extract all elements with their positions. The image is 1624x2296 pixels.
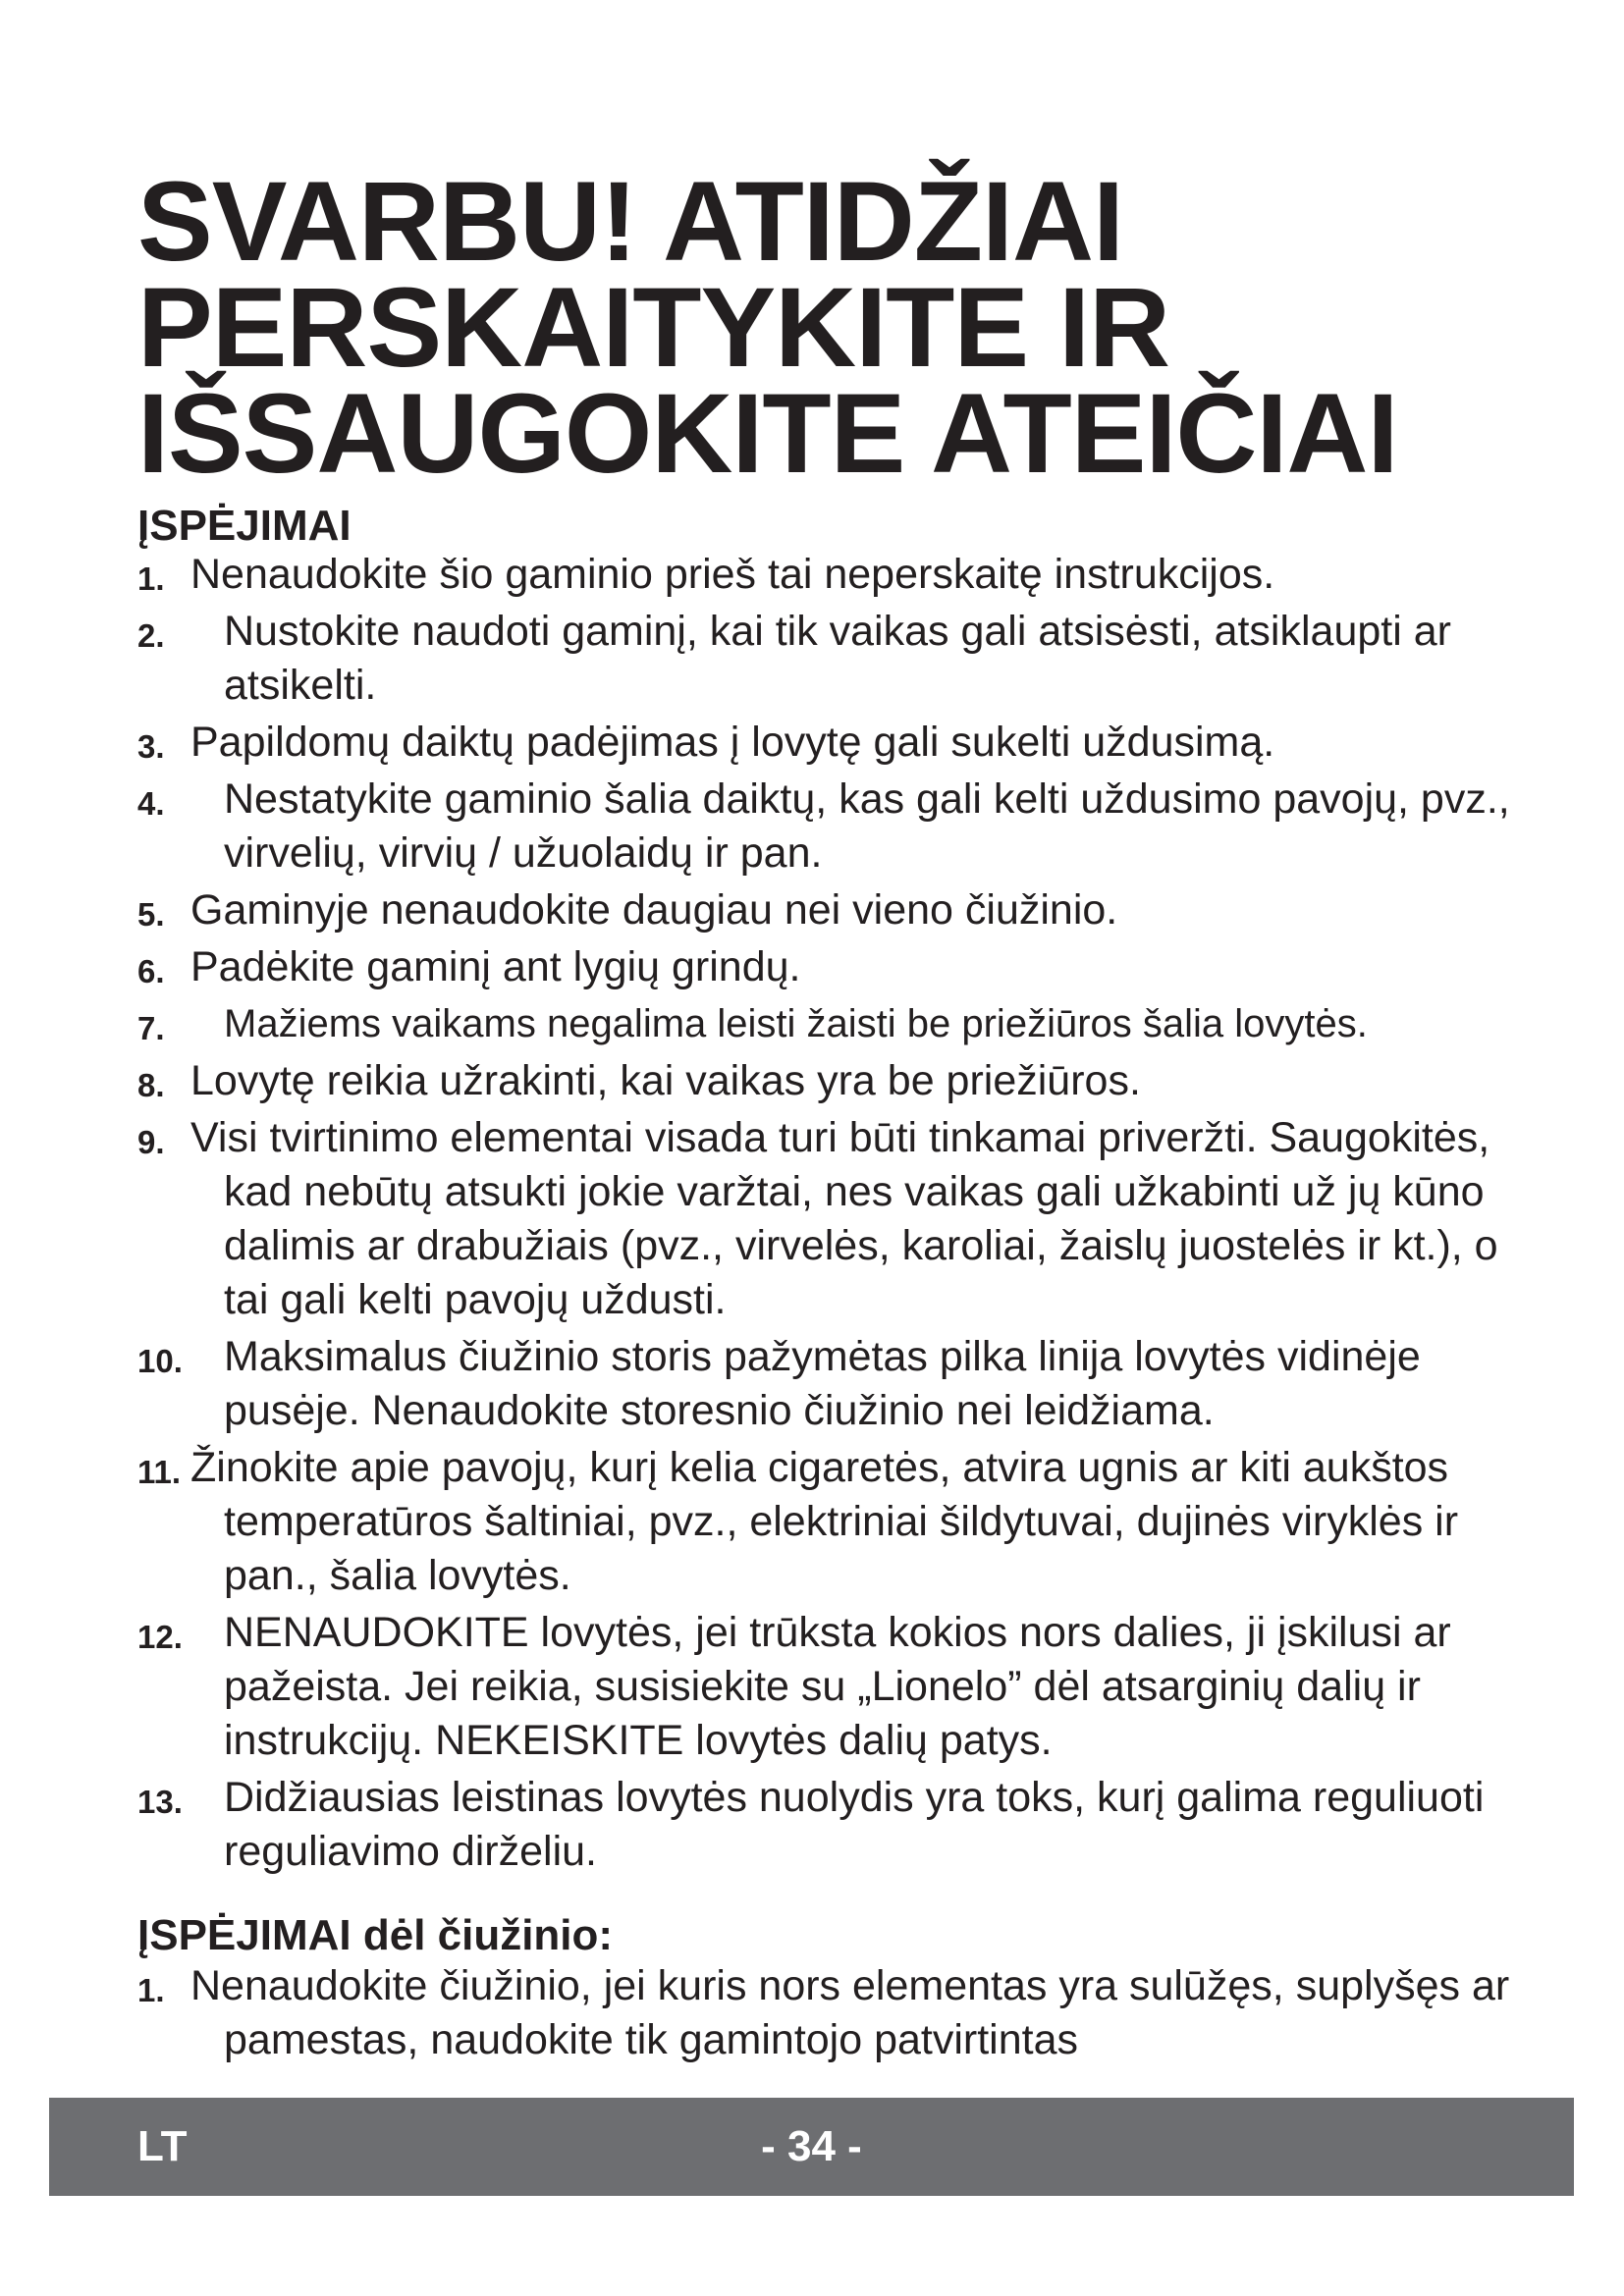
list-item [137, 1111, 1551, 1327]
page-number: - 34 - [761, 2122, 862, 2170]
item-text: Gaminyje nenaudokite daugiau nei vieno čiužinio. [190, 886, 1118, 934]
item-number: 9. [137, 1124, 165, 1160]
item-text: Padėkite gaminį ant lygių grindų. [190, 943, 801, 990]
title-line: PERSKAITYKITE IR [137, 265, 1170, 391]
list-item [137, 605, 1551, 713]
list-item [137, 1330, 1551, 1438]
mattress-warnings-list [137, 1959, 1551, 2070]
warnings-heading: ĮSPĖJIMAI [137, 502, 352, 550]
item-text: Žinokite apie pavojų, kurį kelia cigaretės, atvira ugnis ar kiti aukštos temperatūros šaltiniai, pvz., elektriniai šildytuvai, dujinės viryklės ir pan., šalia lovytės. [190, 1444, 1459, 1599]
item-text: Didžiausias leistinas lovytės nuolydis yra toks, kurį galima reguliuoti reguliavimo dirželiu. [224, 1774, 1485, 1875]
item-text: Nenaudokite šio gaminio prieš tai neperskaitę instrukcijos. [190, 551, 1275, 598]
warnings-list [137, 548, 1551, 1882]
list-item [137, 1606, 1551, 1768]
item-text: Nenaudokite čiužinio, jei kuris nors elementas yra sulūžęs, suplyšęs ar pamestas, naudokite tik gamintojo patvirtintas [190, 1962, 1510, 2063]
item-number: 3. [137, 728, 165, 765]
list-item [137, 716, 1551, 770]
item-text: Visi tvirtinimo elementai visada turi būti tinkamai priveržti. Saugokitės, kad nebūtų atsukti jokie varžtai, nes vaikas gali užkabinti už jų kūno dalimis ar drabužiais (pvz., virvelės, karoliai, žaislų juostelės ir kt.), o tai gali kelti pavojų uždusti. [190, 1114, 1498, 1323]
list-item [137, 997, 1551, 1051]
item-text: Lovytę reikia užrakinti, kai vaikas yra be priežiūros. [190, 1057, 1141, 1104]
item-number: 11. [137, 1454, 182, 1490]
item-number: 10. [137, 1343, 183, 1379]
list-item [137, 548, 1551, 602]
item-number: 1. [137, 1972, 165, 2008]
item-number: 1. [137, 561, 165, 597]
item-number: 4. [137, 785, 165, 822]
list-item [137, 1441, 1551, 1603]
item-text: Mažiems vaikams negalima leisti žaisti be priežiūros šalia lovytės. [224, 1002, 1368, 1045]
title-line: SVARBU! ATIDŽIAI [137, 159, 1124, 285]
page-title [137, 159, 1512, 497]
list-item [137, 1959, 1551, 2067]
list-item [137, 1771, 1551, 1879]
item-number: 2. [137, 617, 165, 654]
item-text: Nestatykite gaminio šalia daiktų, kas gali kelti uždusimo pavojų, pvz., virvelių, virvių / užuolaidų ir pan. [224, 775, 1510, 877]
item-number: 7. [137, 1010, 165, 1046]
item-number: 6. [137, 953, 165, 989]
list-item [137, 883, 1551, 937]
language-code: LT [137, 2122, 188, 2170]
item-number: 13. [137, 1784, 183, 1820]
item-number: 12. [137, 1619, 183, 1655]
item-text: Maksimalus čiužinio storis pažymėtas pilka linija lovytės vidinėje pusėje. Nenaudokite storesnio čiužinio nei leidžiama. [224, 1333, 1421, 1434]
mattress-warnings-heading: ĮSPĖJIMAI dėl čiužinio: [137, 1911, 614, 1959]
item-number: 5. [137, 896, 165, 933]
item-number: 8. [137, 1067, 165, 1103]
item-text: NENAUDOKITE lovytės, jei trūksta kokios nors dalies, ji įskilusi ar pažeista. Jei reikia, susisiekite su „Lionelo” dėl atsarginių dalių ir instrukcijų. NEKEISKITE lovytės dalių patys. [224, 1609, 1451, 1764]
title-line: IŠSAUGOKITE ATEIČIAI [137, 371, 1398, 497]
list-item [137, 1054, 1551, 1108]
list-item [137, 940, 1551, 994]
list-item [137, 773, 1551, 881]
item-text: Papildomų daiktų padėjimas į lovytę gali sukelti uždusimą. [190, 719, 1275, 766]
footer-bar [49, 2098, 1574, 2196]
item-text: Nustokite naudoti gaminį, kai tik vaikas gali atsisėsti, atsiklaupti ar atsikelti. [224, 608, 1451, 709]
